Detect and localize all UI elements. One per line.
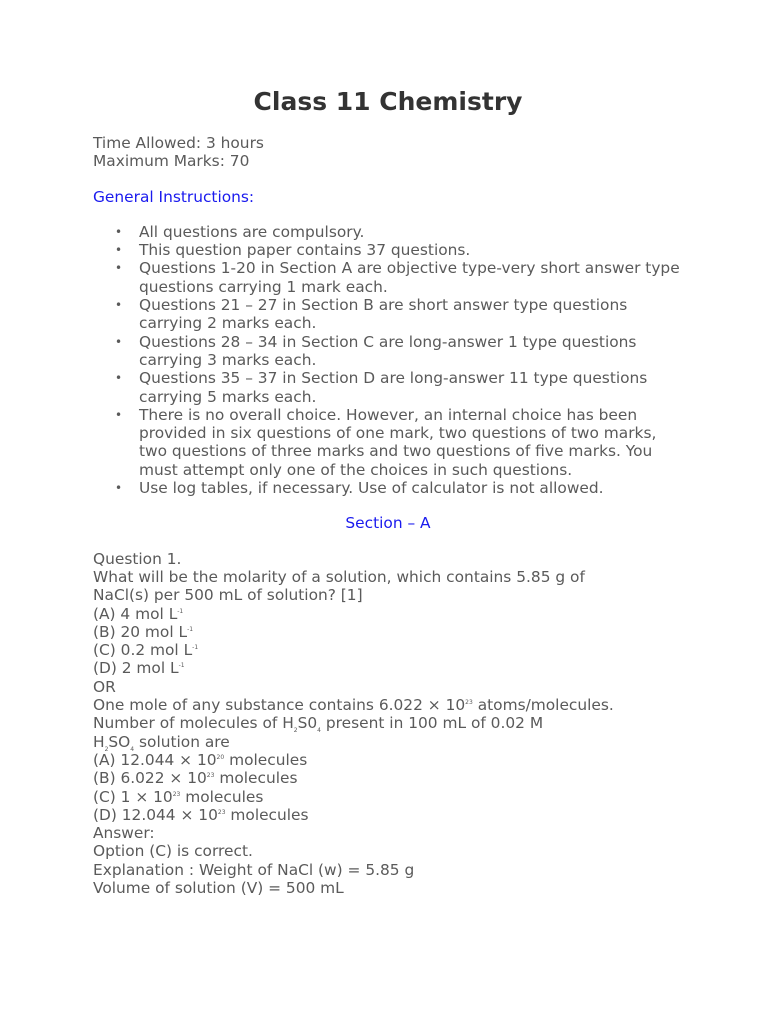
or-divider: OR (93, 677, 116, 696)
alt-option-c: (C) $1 \times 10^{23}$ molecules (93, 787, 264, 806)
question-text: What will be the molarity of a solution, which contains 5.85 g of (93, 567, 585, 586)
instructions-list (93, 223, 683, 497)
answer-explanation: Explanation : Weight of NaCl (w) = 5.85 g (93, 860, 415, 879)
alt-option-b: (B) $6.022 \times 10^{23}$ molecules (93, 769, 298, 788)
bullet-icon: • (115, 371, 123, 386)
answer-volume: Volume of solution (V) = 500 mL (93, 878, 344, 897)
page-title: Class 11 Chemistry (253, 87, 523, 116)
question-block (93, 550, 683, 898)
maximum-marks: Maximum Marks: 70 (93, 152, 250, 171)
general-instructions-heading: General Instructions: (93, 187, 255, 206)
alt-question-text-cont: Number of molecules of $H_2S0_4$ present in 100 mL of 0.02 M (93, 714, 544, 735)
time-allowed: Time Allowed: 3 hours (93, 134, 264, 152)
bullet-icon: • (115, 334, 123, 349)
option-d: (D) 2 mol $L^{-1}$ (93, 659, 185, 678)
alt-question-text-end: $H_2SO_4$ solution are (93, 732, 230, 753)
list-item: • Questions 1-20 in Section A are objective type-very short answer type questions carrying 1 mark each. (115, 259, 680, 296)
bullet-icon: • (115, 261, 123, 276)
list-item: • This question paper contains 37 questions. (115, 241, 471, 260)
list-item: • Questions 21 – 27 in Section B are short answer type questions carrying 2 marks each. (115, 296, 628, 333)
list-item: • Questions 35 – 37 in Section D are long-answer 11 type questions carrying 5 marks each. (115, 369, 648, 406)
bullet-icon: • (115, 407, 123, 422)
question-label: Question 1. (93, 549, 182, 568)
exam-meta (93, 134, 683, 171)
list-item: • Questions 28 – 34 in Section C are long-answer 1 type questions carrying 3 marks each. (115, 332, 637, 369)
alt-option-a: (A) $12.044 \times 10^{20}$ molecules (93, 750, 308, 769)
document-page (93, 86, 683, 897)
list-item: • All questions are compulsory. (115, 222, 365, 241)
question-text-cont: NaCl(s) per 500 mL of solution? [1] (93, 586, 363, 605)
section-a-title: Section – A (345, 514, 431, 533)
bullet-icon: • (115, 298, 123, 313)
answer-label: Answer: (93, 824, 155, 843)
alt-question-text: One mole of any substance contains $6.022 \times 10^{23}$ atoms/molecules. (93, 696, 614, 715)
alt-option-d: (D) $12.044 \times 10^{23}$ molecules (93, 805, 309, 824)
bullet-icon: • (115, 224, 123, 239)
option-a: (A) 4 mol $L^{-1}$ (93, 604, 184, 623)
option-b: (B) 20 mol $L^{-1}$ (93, 622, 194, 641)
answer-option: Option (C) is correct. (93, 842, 253, 861)
list-item: • There is no overall choice. However, an internal choice has been provided in six questions of one mark, two questions of two marks, two questions of three marks and two questions of five marks. You must attempt only one of the choices in such questions. (115, 405, 657, 479)
bullet-icon: • (115, 243, 123, 258)
list-item: • Use log tables, if necessary. Use of calculator is not allowed. (115, 479, 604, 498)
option-c: (C) 0.2 mol $L^{-1}$ (93, 641, 199, 660)
bullet-icon: • (115, 481, 123, 496)
